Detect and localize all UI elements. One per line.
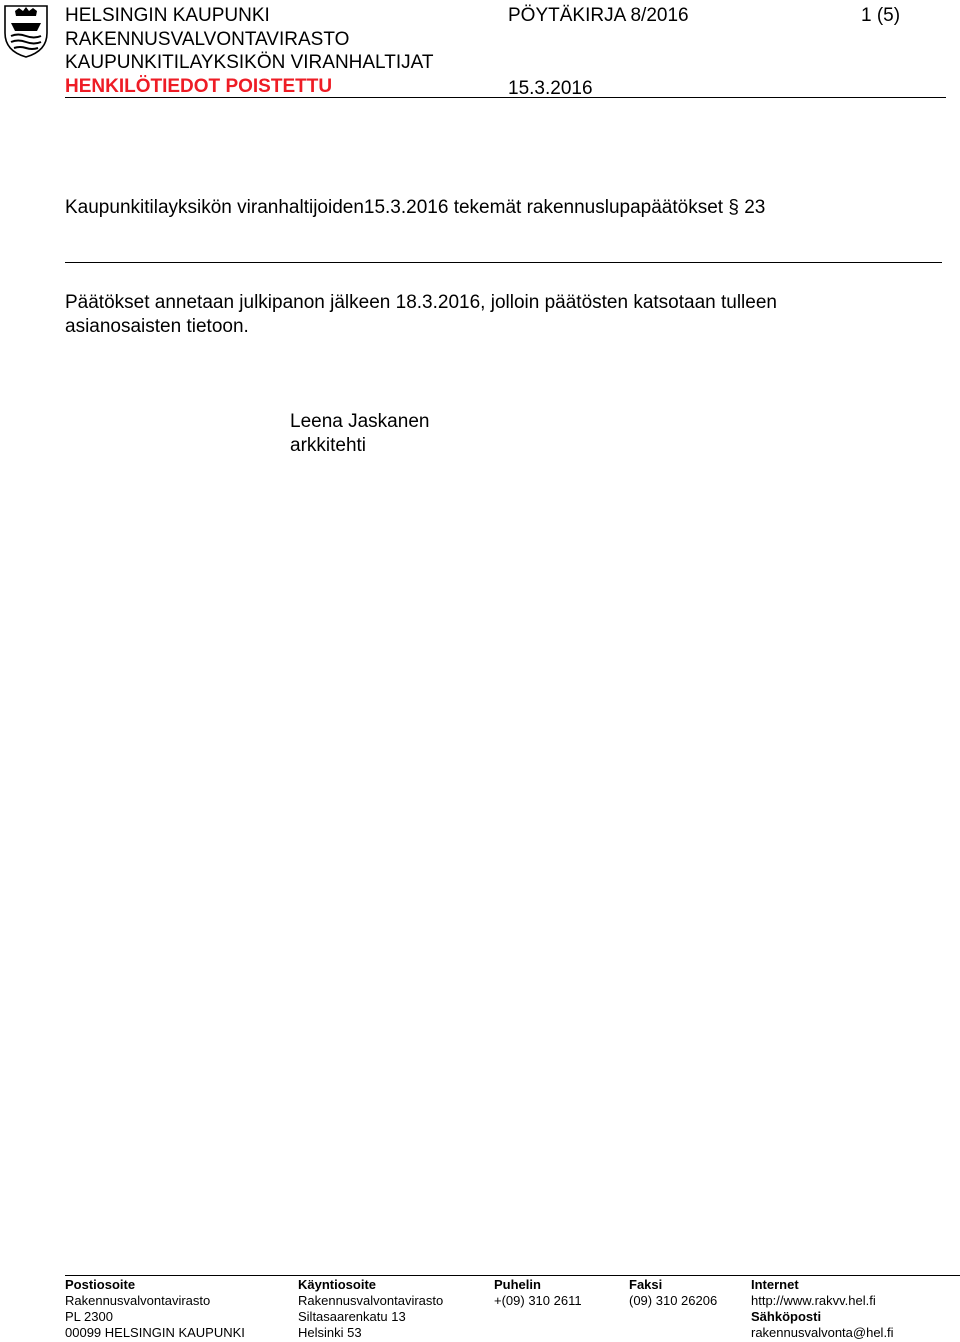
footer-divider [65, 1275, 960, 1276]
section-number: 23 [744, 197, 766, 218]
footer-fax [629, 1277, 717, 1309]
footer-website-link[interactable]: http://www.rakvv.hel.fi [751, 1293, 876, 1308]
footer-email-heading: Sähköposti [751, 1309, 822, 1324]
footer-internet [751, 1277, 894, 1341]
paragraph-line-2: asianosaisten tietoon. [65, 316, 249, 337]
footer-fax-value: (09) 310 26206 [629, 1293, 718, 1308]
footer-postal-line1: Rakennusvalvontavirasto [65, 1293, 211, 1308]
document-type: PÖYTÄKIRJA 8/2016 [508, 5, 689, 26]
redaction-notice: HENKILÖTIEDOT POISTETTU [65, 76, 333, 97]
subject-line [65, 196, 765, 220]
footer-postal-line2: PL 2300 [65, 1309, 113, 1324]
org-unit: KAUPUNKITILAYKSIKÖN VIRANHALTIJAT [65, 52, 434, 73]
footer-postal-heading: Postiosoite [65, 1277, 136, 1292]
footer-email-link[interactable]: rakennusvalvonta@hel.fi [751, 1325, 894, 1340]
helsinki-crest-icon [2, 3, 50, 59]
org-name: HELSINGIN KAUPUNKI [65, 5, 270, 26]
footer-phone-heading: Puhelin [494, 1277, 541, 1292]
footer-fax-heading: Faksi [629, 1277, 663, 1292]
footer-visiting [298, 1277, 443, 1341]
subject-text: Kaupunkitilayksikön viranhaltijoiden15.3.2016 tekemät rakennuslupapäätökset [65, 197, 724, 218]
page-info: 1 (5) [861, 5, 901, 26]
footer-visiting-line1: Rakennusvalvontavirasto [298, 1293, 444, 1308]
footer-visiting-heading: Käyntiosoite [298, 1277, 377, 1292]
section-symbol: § [728, 197, 739, 218]
paragraph-line-1: Päätökset annetaan julkipanon jälkeen 18.3.2016, jolloin päätösten katsotaan tulleen [65, 292, 777, 313]
document-date: 15.3.2016 [508, 78, 593, 99]
signer-title: arkkitehti [290, 435, 367, 456]
header-divider [65, 97, 946, 98]
footer-visiting-line3: Helsinki 53 [298, 1325, 362, 1340]
footer-phone-value: +(09) 310 2611 [494, 1293, 582, 1308]
footer-internet-heading: Internet [751, 1277, 799, 1292]
signer-name: Leena Jaskanen [290, 411, 430, 432]
footer-postal-line3: 00099 HELSINGIN KAUPUNKI [65, 1325, 245, 1340]
footer-visiting-line2: Siltasaarenkatu 13 [298, 1309, 406, 1324]
subject-divider [65, 262, 942, 263]
org-department: RAKENNUSVALVONTAVIRASTO [65, 29, 350, 50]
footer-phone [494, 1277, 582, 1309]
footer-postal [65, 1277, 245, 1341]
